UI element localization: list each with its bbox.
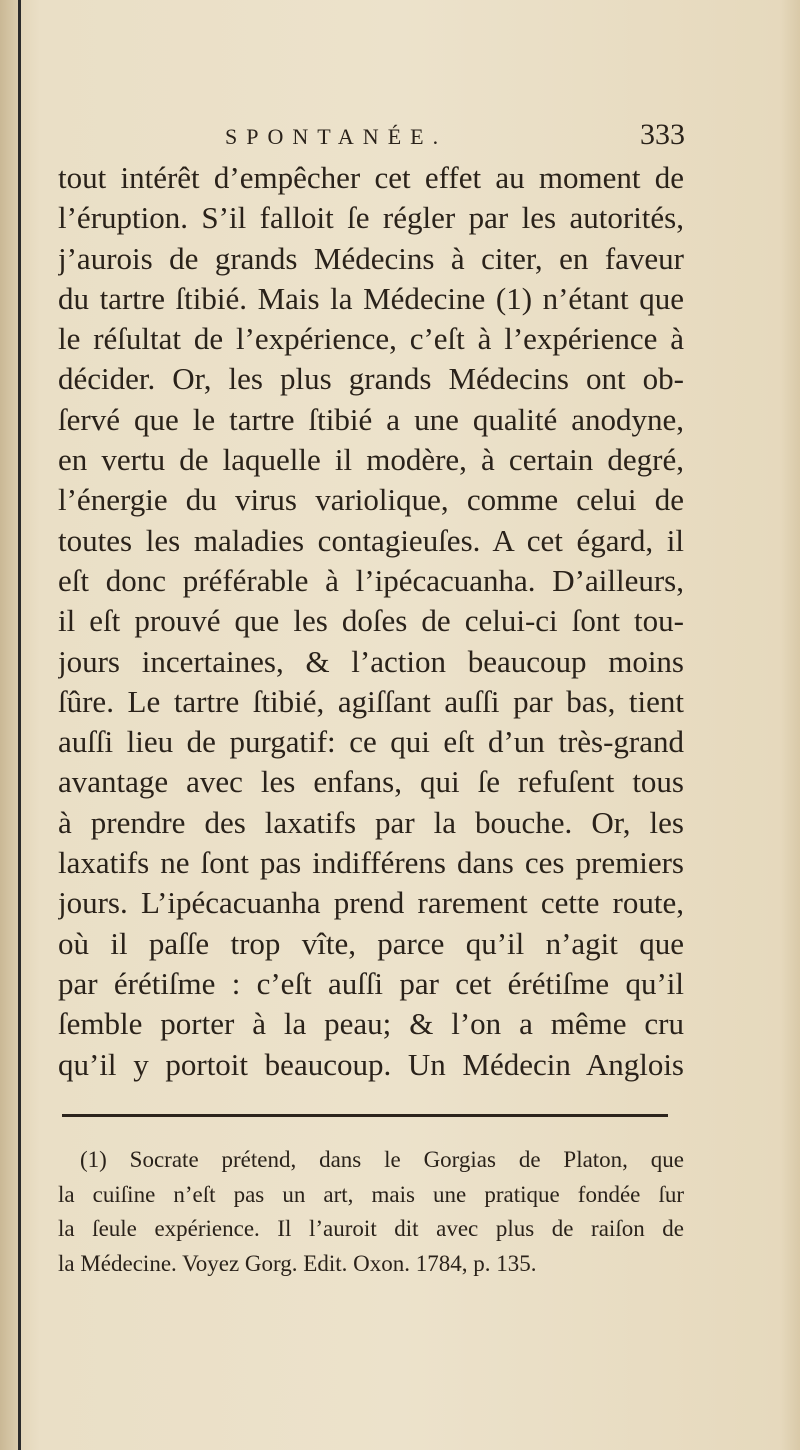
- spine-shadow: [0, 0, 18, 1450]
- text-line: jours. L’ipécacuanha prend rarement cette route,: [58, 885, 684, 921]
- text-line: laxatifs ne ſont pas indifférens dans ces premiers: [58, 845, 684, 881]
- text-line: où il paſſe trop vîte, parce qu’il n’agit que: [58, 925, 684, 961]
- running-head: SPONTANÉE.: [225, 124, 448, 149]
- text-line: eſt donc préférable à l’ipécacuanha. D’ailleurs,: [58, 562, 684, 598]
- text-line: j’aurois de grands Médecins à citer, en faveur: [58, 240, 684, 276]
- text-line: ſûre. Le tartre ſtibié, agiſſant auſſi par bas, tient: [58, 683, 684, 719]
- text-line: auſſi lieu de purgatif: ce qui eſt d’un très-grand: [58, 724, 684, 760]
- footnote: [58, 1143, 684, 1281]
- body-text: [58, 158, 684, 1085]
- footnote-line: (1) Socrate prétend, dans le Gorgias de Platon, que: [80, 1147, 684, 1172]
- text-line: le réſultat de l’expérience, c’eſt à l’expérience à: [58, 321, 684, 357]
- footnote-line: la Médecine. Voyez Gorg. Edit. Oxon. 1784, p. 135.: [58, 1250, 537, 1276]
- text-line: l’éruption. S’il falloit ſe régler par les autorités,: [58, 200, 684, 236]
- text-line: jours incertaines, & l’action beaucoup moins: [58, 643, 684, 679]
- text-line: en vertu de laquelle il modère, à certain degré,: [58, 442, 684, 478]
- text-line: décider. Or, les plus grands Médecins ont ob-: [58, 361, 684, 397]
- text-line: à prendre des laxatifs par la bouche. Or, les: [58, 804, 684, 840]
- text-line: ſemble porter à la peau; & l’on a même cru: [58, 1006, 684, 1042]
- binding-edge: [18, 0, 21, 1450]
- text-line: par érétiſme : c’eſt auſſi par cet érétiſme qu’il: [58, 965, 684, 1001]
- text-line: avantage avec les enfans, qui ſe refuſent tous: [58, 764, 684, 800]
- footnote-line: la cuiſine n’eſt pas un art, mais une pratique fondée ſur: [58, 1181, 684, 1207]
- text-line: qu’il y portoit beaucoup. Un Médecin Anglois: [58, 1046, 684, 1082]
- text-line: du tartre ſtibié. Mais la Médecine (1) n’étant que: [58, 280, 684, 316]
- footnote-line: la ſeule expérience. Il l’auroit dit avec plus de raiſon de: [58, 1216, 684, 1241]
- footnote-rule: [62, 1114, 668, 1117]
- page-header: [225, 118, 685, 158]
- text-line: tout intérêt d’empêcher cet effet au moment de: [58, 160, 684, 195]
- text-line: l’énergie du virus variolique, comme celui de: [58, 482, 684, 518]
- text-line: ſervé que le tartre ſtibié a une qualité anodyne,: [58, 401, 684, 437]
- text-line: il eſt prouvé que les doſes de celui-ci ſont tou-: [58, 603, 684, 639]
- text-line: toutes les maladies contagieuſes. A cet égard, il: [58, 522, 684, 558]
- page-number: 333: [640, 118, 685, 151]
